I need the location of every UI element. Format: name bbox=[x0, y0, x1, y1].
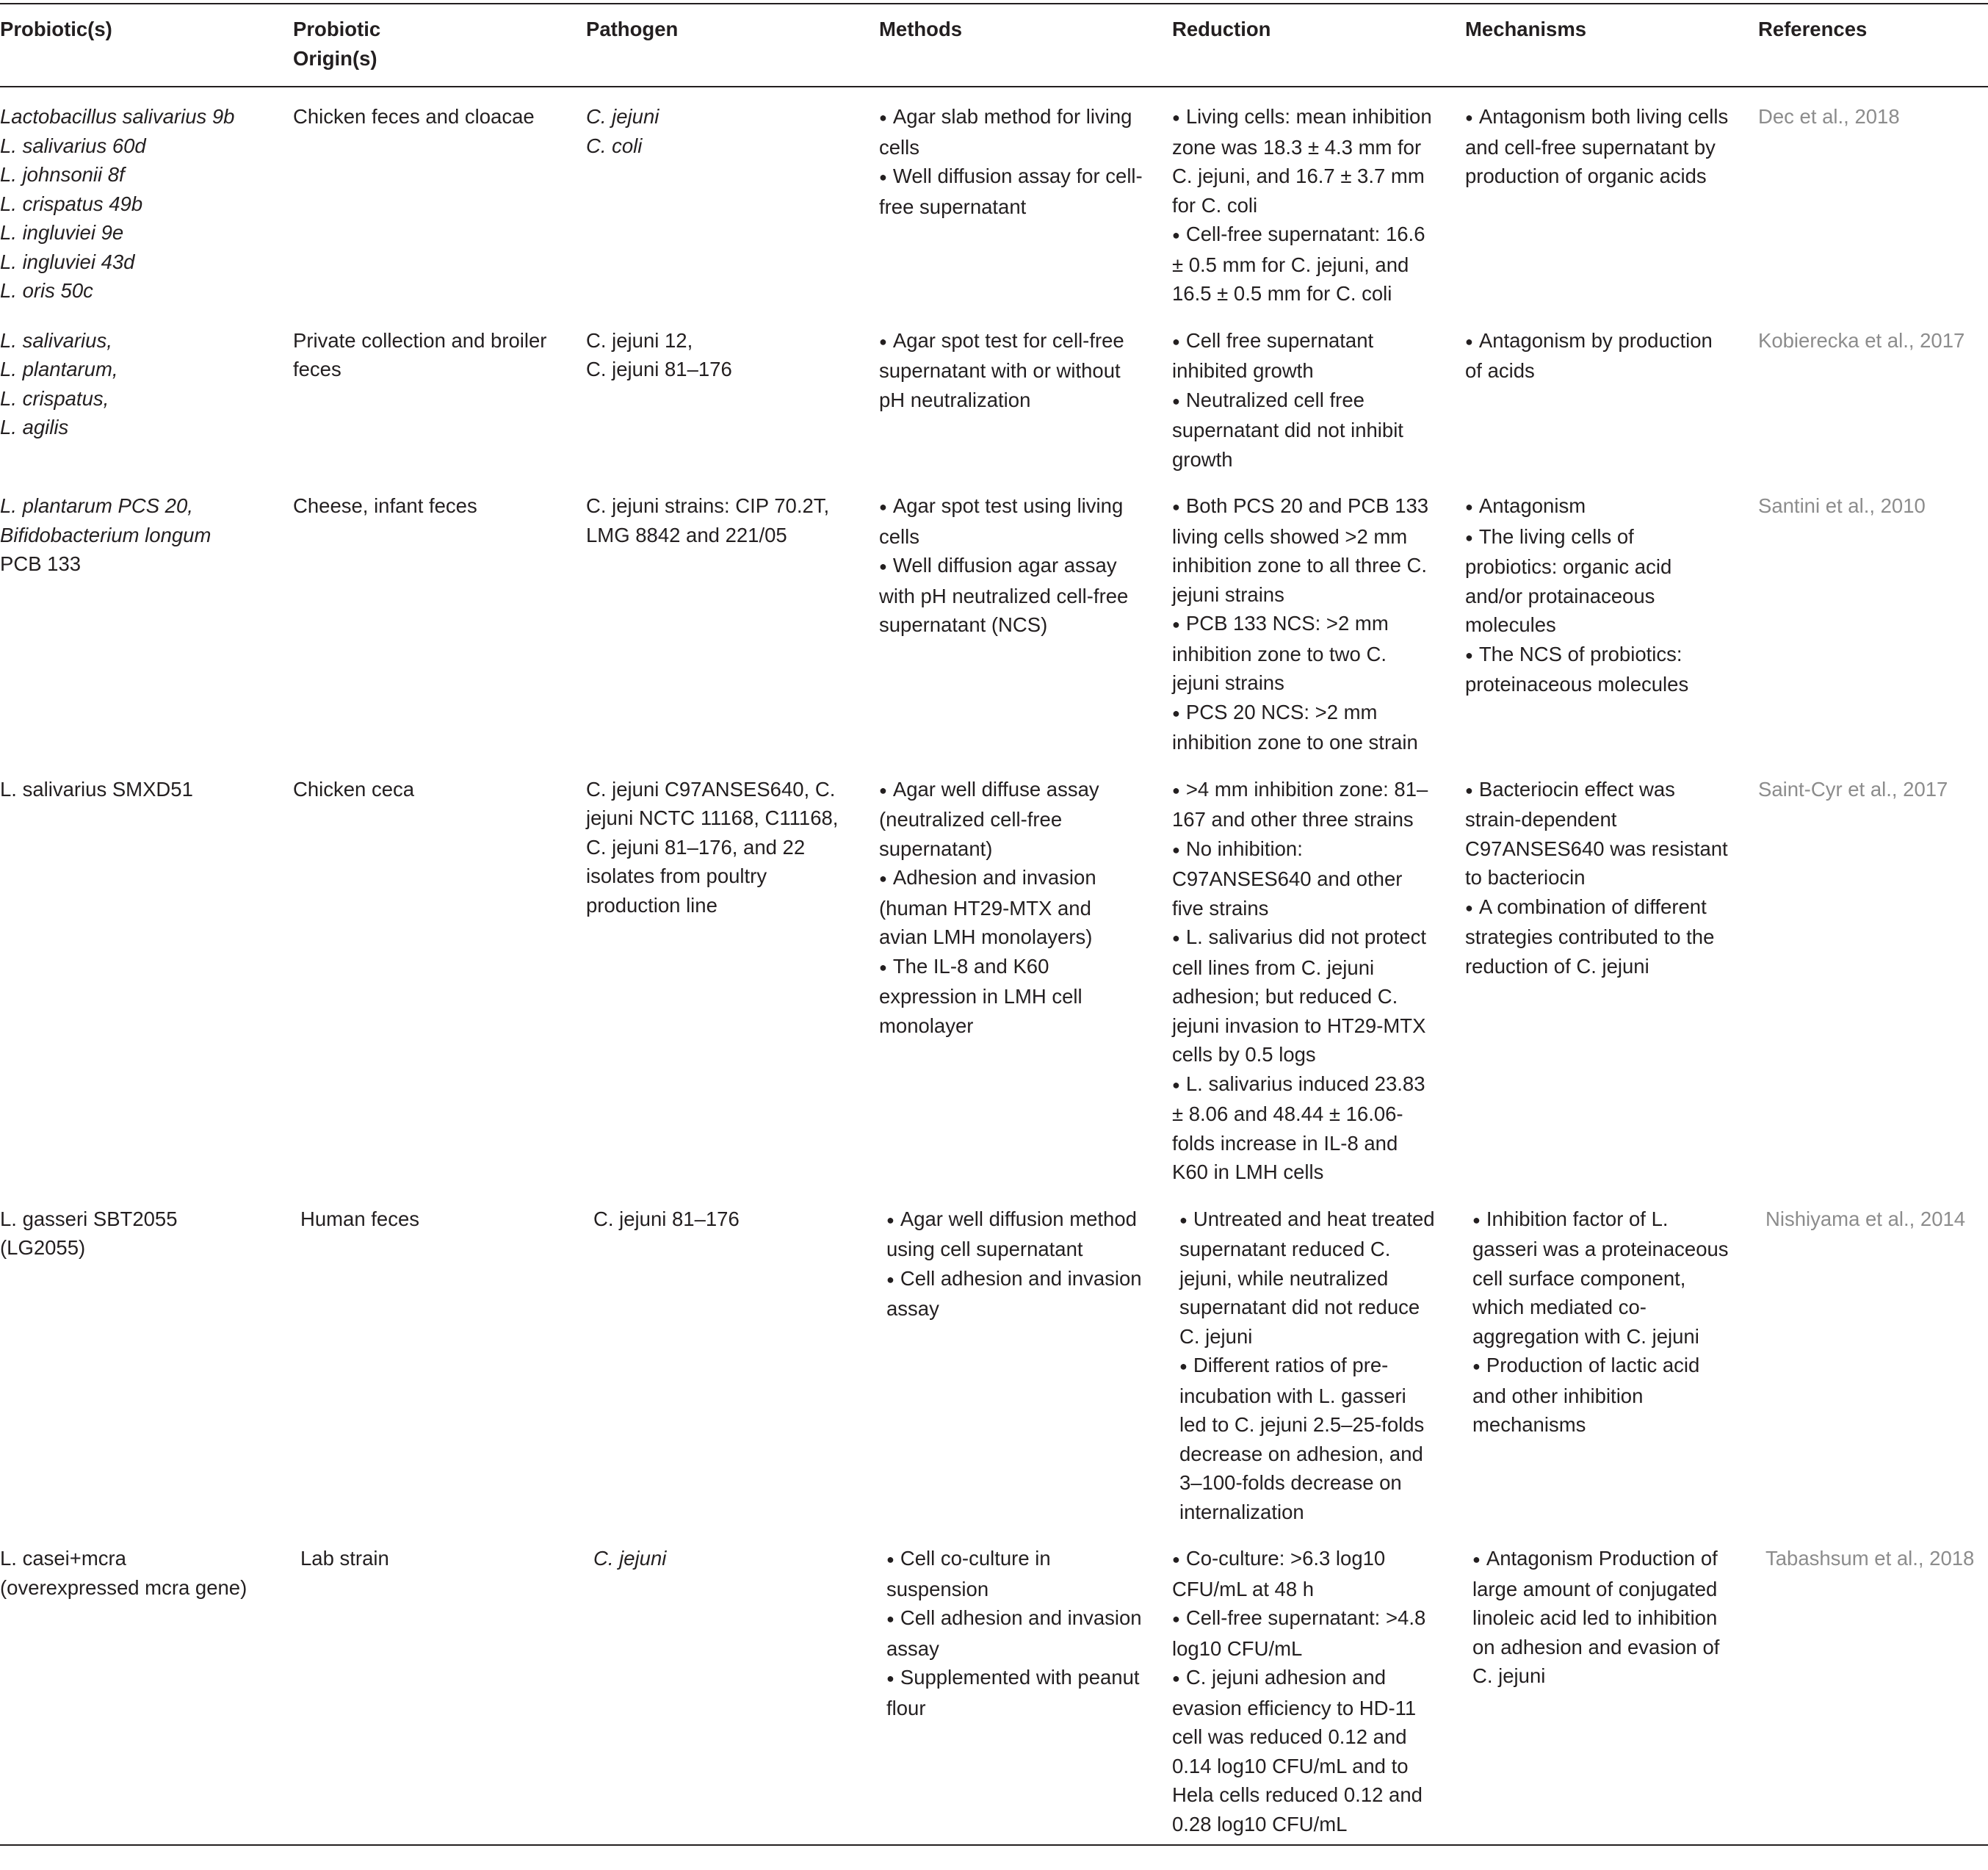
bullet-icon: ● bbox=[1472, 1212, 1481, 1227]
cell-methods bbox=[879, 87, 1172, 311]
probiotic-name: L. salivarius SMXD51 bbox=[0, 777, 193, 801]
pathogen-name: C. jejuni 81–176 bbox=[586, 358, 732, 380]
mechanism-item: ● Antagonism bbox=[1465, 494, 1586, 517]
probiotic-name: L. crispatus, bbox=[0, 386, 109, 410]
pathogen-name: C. jejuni 81–176 bbox=[593, 1207, 740, 1230]
bullet-icon: ● bbox=[1172, 228, 1180, 242]
table-row bbox=[0, 1190, 1988, 1530]
cell-methods bbox=[879, 311, 1172, 477]
bullet-icon: ● bbox=[1172, 782, 1180, 798]
probiotic-name: (overexpressed mcra gene) bbox=[0, 1575, 247, 1599]
table-row bbox=[0, 87, 1988, 311]
cell-probiotics bbox=[0, 1529, 293, 1845]
reduction-item: ● PCS 20 NCS: >2 mm inhibition zone to one strain bbox=[1172, 700, 1418, 754]
mechanism-item: ● The NCS of probiotics: proteinaceous molecules bbox=[1465, 642, 1689, 696]
bullet-icon: ● bbox=[1172, 499, 1180, 514]
bullet-icon: ● bbox=[886, 1671, 894, 1686]
bullet-icon: ● bbox=[879, 959, 887, 975]
probiotic-name: (LG2055) bbox=[0, 1236, 86, 1259]
header-reduction: Reduction bbox=[1172, 4, 1465, 87]
reduction-item: ● C. jejuni adhesion and evasion efficiency to HD-11 cell was reduced 0.12 and 0.14 log10 CFU/mL and to Hela cells reduced 0.12 and 0.28 log10 CFU/mL bbox=[1172, 1666, 1423, 1835]
bullet-icon: ● bbox=[879, 499, 887, 514]
cell-reduction bbox=[1172, 477, 1465, 760]
cell-methods bbox=[879, 760, 1172, 1190]
cell-reference bbox=[1758, 87, 1988, 311]
mechanism-item: ● Antagonism both living cells and cell-free supernatant by production of organic acids bbox=[1465, 105, 1729, 187]
reduction-item: ● Neutralized cell free supernatant did not inhibit growth bbox=[1172, 388, 1403, 471]
cell-origin: Chicken feces and cloacae bbox=[293, 105, 535, 128]
cell-reference bbox=[1758, 760, 1988, 1190]
method-item: ● Adhesion and invasion (human HT29-MTX and avian LMH monolayers) bbox=[879, 866, 1096, 948]
probiotic-name: L. ingluviei 43d bbox=[0, 250, 135, 273]
cell-mechanisms bbox=[1465, 1190, 1758, 1530]
cell-reduction bbox=[1172, 311, 1465, 477]
bullet-icon: ● bbox=[1465, 900, 1473, 915]
cell-mechanisms bbox=[1465, 477, 1758, 760]
cell-reference bbox=[1758, 311, 1988, 477]
method-item: ● Agar spot test using living cells bbox=[879, 494, 1124, 548]
cell-reference bbox=[1758, 1529, 1988, 1845]
header-origin-line1: Probiotic bbox=[293, 18, 381, 40]
bullet-icon: ● bbox=[1172, 110, 1180, 125]
bullet-icon: ● bbox=[1465, 782, 1473, 798]
reduction-item: ● Untreated and heat treated supernatant reduced C. jejuni, while neutralized supernatant did not reduce C. jejuni bbox=[1179, 1207, 1435, 1348]
reduction-item: ● L. salivarius induced 23.83 ± 8.06 and 48.44 ± 16.06-folds increase in IL-8 and K60 in LMH cells bbox=[1172, 1072, 1425, 1183]
mechanism-item: ● Production of lactic acid and other inhibition mechanisms bbox=[1472, 1354, 1700, 1436]
cell-probiotics bbox=[0, 1190, 293, 1530]
mechanism-item: ● The living cells of probiotics: organic acid and/or protainaceous molecules bbox=[1465, 524, 1672, 636]
bullet-icon: ● bbox=[1179, 1212, 1188, 1227]
pathogen-name: C. jejuni strains: CIP 70.2T, LMG 8842 and 221/05 bbox=[586, 494, 830, 546]
reference-link[interactable]: Nishiyama et al., 2014 bbox=[1765, 1207, 1966, 1230]
reduction-item: ● >4 mm inhibition zone: 81–167 and other three strains bbox=[1172, 777, 1428, 831]
cell-pathogen bbox=[586, 87, 879, 311]
probiotic-name: L. gasseri SBT2055 bbox=[0, 1207, 178, 1230]
mechanism-item: ● Inhibition factor of L. gasseri was a proteinaceous cell surface component, which mediated co-aggregation with C. jejuni bbox=[1472, 1207, 1729, 1348]
reduction-item: ● No inhibition: C97ANSES640 and other five strains bbox=[1172, 837, 1403, 920]
cell-mechanisms bbox=[1465, 760, 1758, 1190]
method-item: ● Agar spot test for cell-free supernatant with or without pH neutralization bbox=[879, 328, 1124, 411]
reduction-item: ● Both PCS 20 and PCB 133 living cells showed >2 mm inhibition zone to all three C. jejuni strains bbox=[1172, 494, 1429, 606]
cell-pathogen bbox=[586, 1529, 879, 1845]
cell-reduction bbox=[1172, 1190, 1465, 1530]
header-pathogen: Pathogen bbox=[586, 4, 879, 87]
method-item: ● Agar well diffusion method using cell supernatant bbox=[886, 1207, 1137, 1260]
method-item: ● Agar well diffuse assay (neutralized cell-free supernatant) bbox=[879, 777, 1099, 860]
probiotic-name: L. crispatus 49b bbox=[0, 192, 143, 215]
pathogen-name: C. jejuni C97ANSES640, C. jejuni NCTC 11168, C11168, C. jejuni 81–176, and 22 isolates from poultry production line bbox=[586, 777, 839, 917]
bullet-icon: ● bbox=[1172, 393, 1180, 408]
header-probiotics: Probiotic(s) bbox=[0, 4, 293, 87]
bullet-icon: ● bbox=[1172, 1552, 1180, 1567]
cell-pathogen bbox=[586, 477, 879, 760]
cell-probiotics bbox=[0, 87, 293, 311]
cell-pathogen bbox=[586, 1190, 879, 1530]
method-item: ● Well diffusion assay for cell-free supernatant bbox=[879, 165, 1143, 218]
cell-reference bbox=[1758, 477, 1988, 760]
cell-methods bbox=[879, 1529, 1172, 1845]
bullet-icon: ● bbox=[1465, 110, 1473, 125]
bullet-icon: ● bbox=[879, 110, 887, 125]
method-item: ● Well diffusion agar assay with pH neutralized cell-free supernatant (NCS) bbox=[879, 554, 1129, 636]
probiotic-name: L. salivarius 60d bbox=[0, 134, 146, 157]
cell-origin: Chicken ceca bbox=[293, 777, 415, 801]
bullet-icon: ● bbox=[879, 170, 887, 184]
reduction-item: ● Cell-free supernatant: 16.6 ± 0.5 mm for C. jejuni, and 16.5 ± 0.5 mm for C. coli bbox=[1172, 223, 1425, 305]
reference-link[interactable]: Saint-Cyr et al., 2017 bbox=[1758, 777, 1948, 801]
pathogen-name: C. coli bbox=[586, 134, 643, 157]
probiotic-name: L. plantarum PCS 20, bbox=[0, 494, 193, 517]
bullet-icon: ● bbox=[879, 559, 887, 574]
bullet-icon: ● bbox=[1172, 1671, 1180, 1686]
mechanism-item: ● Antagonism by production of acids bbox=[1465, 328, 1713, 382]
bullet-icon: ● bbox=[1472, 1552, 1481, 1567]
reduction-item: ● Different ratios of pre-incubation with L. gasseri led to C. jejuni 2.5–25-folds decrease on adhesion, and 3–100-folds decrease on internalization bbox=[1179, 1354, 1425, 1523]
bullet-icon: ● bbox=[886, 1552, 894, 1567]
bullet-icon: ● bbox=[1172, 1611, 1180, 1626]
reference-link[interactable]: Kobierecka et al., 2017 bbox=[1758, 328, 1965, 352]
bullet-icon: ● bbox=[886, 1212, 894, 1227]
cell-probiotics bbox=[0, 760, 293, 1190]
probiotic-name: PCB 133 bbox=[0, 552, 82, 575]
table-row bbox=[0, 1529, 1988, 1845]
table-body bbox=[0, 87, 1988, 1845]
mechanism-item: ● Bacteriocin effect was strain-dependent C97ANSES640 was resistant to bacteriocin bbox=[1465, 777, 1728, 889]
bullet-icon: ● bbox=[1465, 333, 1473, 349]
bullet-icon: ● bbox=[1465, 530, 1473, 545]
method-item: ● The IL-8 and K60 expression in LMH cell monolayer bbox=[879, 954, 1082, 1037]
cell-origin: Cheese, infant feces bbox=[293, 494, 477, 517]
bullet-icon: ● bbox=[1465, 499, 1473, 514]
bullet-icon: ● bbox=[1179, 1359, 1188, 1373]
method-item: ● Supplemented with peanut flour bbox=[886, 1666, 1140, 1719]
cell-origin: Human feces bbox=[300, 1207, 420, 1230]
cell-origin: Private collection and broiler feces bbox=[293, 328, 547, 380]
reduction-item: ● Co-culture: >6.3 log10 CFU/mL at 48 h bbox=[1172, 1547, 1386, 1600]
bullet-icon: ● bbox=[1172, 333, 1180, 349]
bullet-icon: ● bbox=[1172, 931, 1180, 945]
reduction-item: ● Cell-free supernatant: >4.8 log10 CFU/mL bbox=[1172, 1606, 1426, 1660]
cell-methods bbox=[879, 1190, 1172, 1530]
cell-mechanisms bbox=[1465, 87, 1758, 311]
cell-reduction bbox=[1172, 87, 1465, 311]
bullet-icon: ● bbox=[886, 1611, 894, 1626]
reference-link[interactable]: Tabashsum et al., 2018 bbox=[1765, 1547, 1975, 1570]
reduction-item: ● Cell free supernatant inhibited growth bbox=[1172, 328, 1374, 382]
bullet-icon: ● bbox=[879, 871, 887, 886]
bullet-icon: ● bbox=[879, 782, 887, 798]
probiotic-name: Lactobacillus salivarius 9b bbox=[0, 105, 235, 128]
probiotic-name: L. casei+mcra bbox=[0, 1547, 126, 1570]
method-item: ● Agar slab method for living cells bbox=[879, 105, 1132, 159]
header-origin bbox=[293, 4, 586, 87]
pathogen-name: C. jejuni bbox=[593, 1547, 667, 1570]
bullet-icon: ● bbox=[879, 333, 887, 349]
bullet-icon: ● bbox=[1172, 705, 1180, 721]
bullet-icon: ● bbox=[1172, 1077, 1180, 1092]
method-item: ● Cell adhesion and invasion assay bbox=[886, 1266, 1142, 1320]
cell-probiotics bbox=[0, 311, 293, 477]
cell-mechanisms bbox=[1465, 1529, 1758, 1845]
cell-pathogen bbox=[586, 311, 879, 477]
table-row bbox=[0, 477, 1988, 760]
bullet-icon: ● bbox=[1172, 617, 1180, 632]
probiotic-name: L. agilis bbox=[0, 416, 69, 438]
bullet-icon: ● bbox=[1465, 647, 1473, 663]
cell-reduction bbox=[1172, 760, 1465, 1190]
table-row bbox=[0, 760, 1988, 1190]
cell-pathogen bbox=[586, 760, 879, 1190]
probiotic-name: L. johnsonii 8f bbox=[0, 163, 125, 186]
table-row bbox=[0, 311, 1988, 477]
cell-mechanisms bbox=[1465, 311, 1758, 477]
probiotic-name: L. oris 50c bbox=[0, 279, 93, 302]
cell-origin: Lab strain bbox=[293, 1529, 586, 1845]
header-methods: Methods bbox=[879, 4, 1172, 87]
method-item: ● Cell co-culture in suspension bbox=[886, 1547, 1051, 1600]
reduction-item: ● Living cells: mean inhibition zone was 18.3 ± 4.3 mm for C. jejuni, and 16.7 ± 3.7 mm for C. coli bbox=[1172, 105, 1432, 217]
cell-methods bbox=[879, 477, 1172, 760]
probiotics-table bbox=[0, 3, 1988, 1846]
probiotic-name: L. salivarius, bbox=[0, 328, 112, 352]
mechanism-item: ● Antagonism Production of large amount of conjugated linoleic acid led to inhibition on adhesion and evasion of C. jejuni bbox=[1472, 1547, 1720, 1687]
pathogen-name: C. jejuni bbox=[586, 105, 659, 128]
probiotic-name: L. plantarum, bbox=[0, 358, 118, 380]
bullet-icon: ● bbox=[886, 1271, 894, 1287]
reference-link[interactable]: Santini et al., 2010 bbox=[1758, 494, 1926, 517]
probiotic-name: L. ingluviei 9e bbox=[0, 221, 124, 244]
header-references: References bbox=[1758, 4, 1988, 87]
table-header bbox=[0, 4, 1988, 87]
header-origin-line2: Origin(s) bbox=[293, 46, 377, 70]
cell-reduction bbox=[1172, 1529, 1465, 1845]
cell-probiotics bbox=[0, 477, 293, 760]
probiotic-name: Bifidobacterium longum bbox=[0, 523, 212, 546]
header-mechanisms: Mechanisms bbox=[1465, 4, 1758, 87]
pathogen-name: C. jejuni 12, bbox=[586, 328, 693, 352]
cell-reference bbox=[1758, 1190, 1988, 1530]
mechanism-item: ● A combination of different strategies contributed to the reduction of C. jejuni bbox=[1465, 895, 1715, 978]
reduction-item: ● PCB 133 NCS: >2 mm inhibition zone to two C. jejuni strains bbox=[1172, 612, 1389, 694]
reduction-item: ● L. salivarius did not protect cell lines from C. jejuni adhesion; but reduced C. jejuni invasion to HT29-MTX cells by 0.5 logs bbox=[1172, 925, 1426, 1066]
bullet-icon: ● bbox=[1172, 842, 1180, 857]
reference-link[interactable]: Dec et al., 2018 bbox=[1758, 105, 1900, 128]
bullet-icon: ● bbox=[1472, 1359, 1481, 1373]
method-item: ● Cell adhesion and invasion assay bbox=[886, 1606, 1142, 1660]
